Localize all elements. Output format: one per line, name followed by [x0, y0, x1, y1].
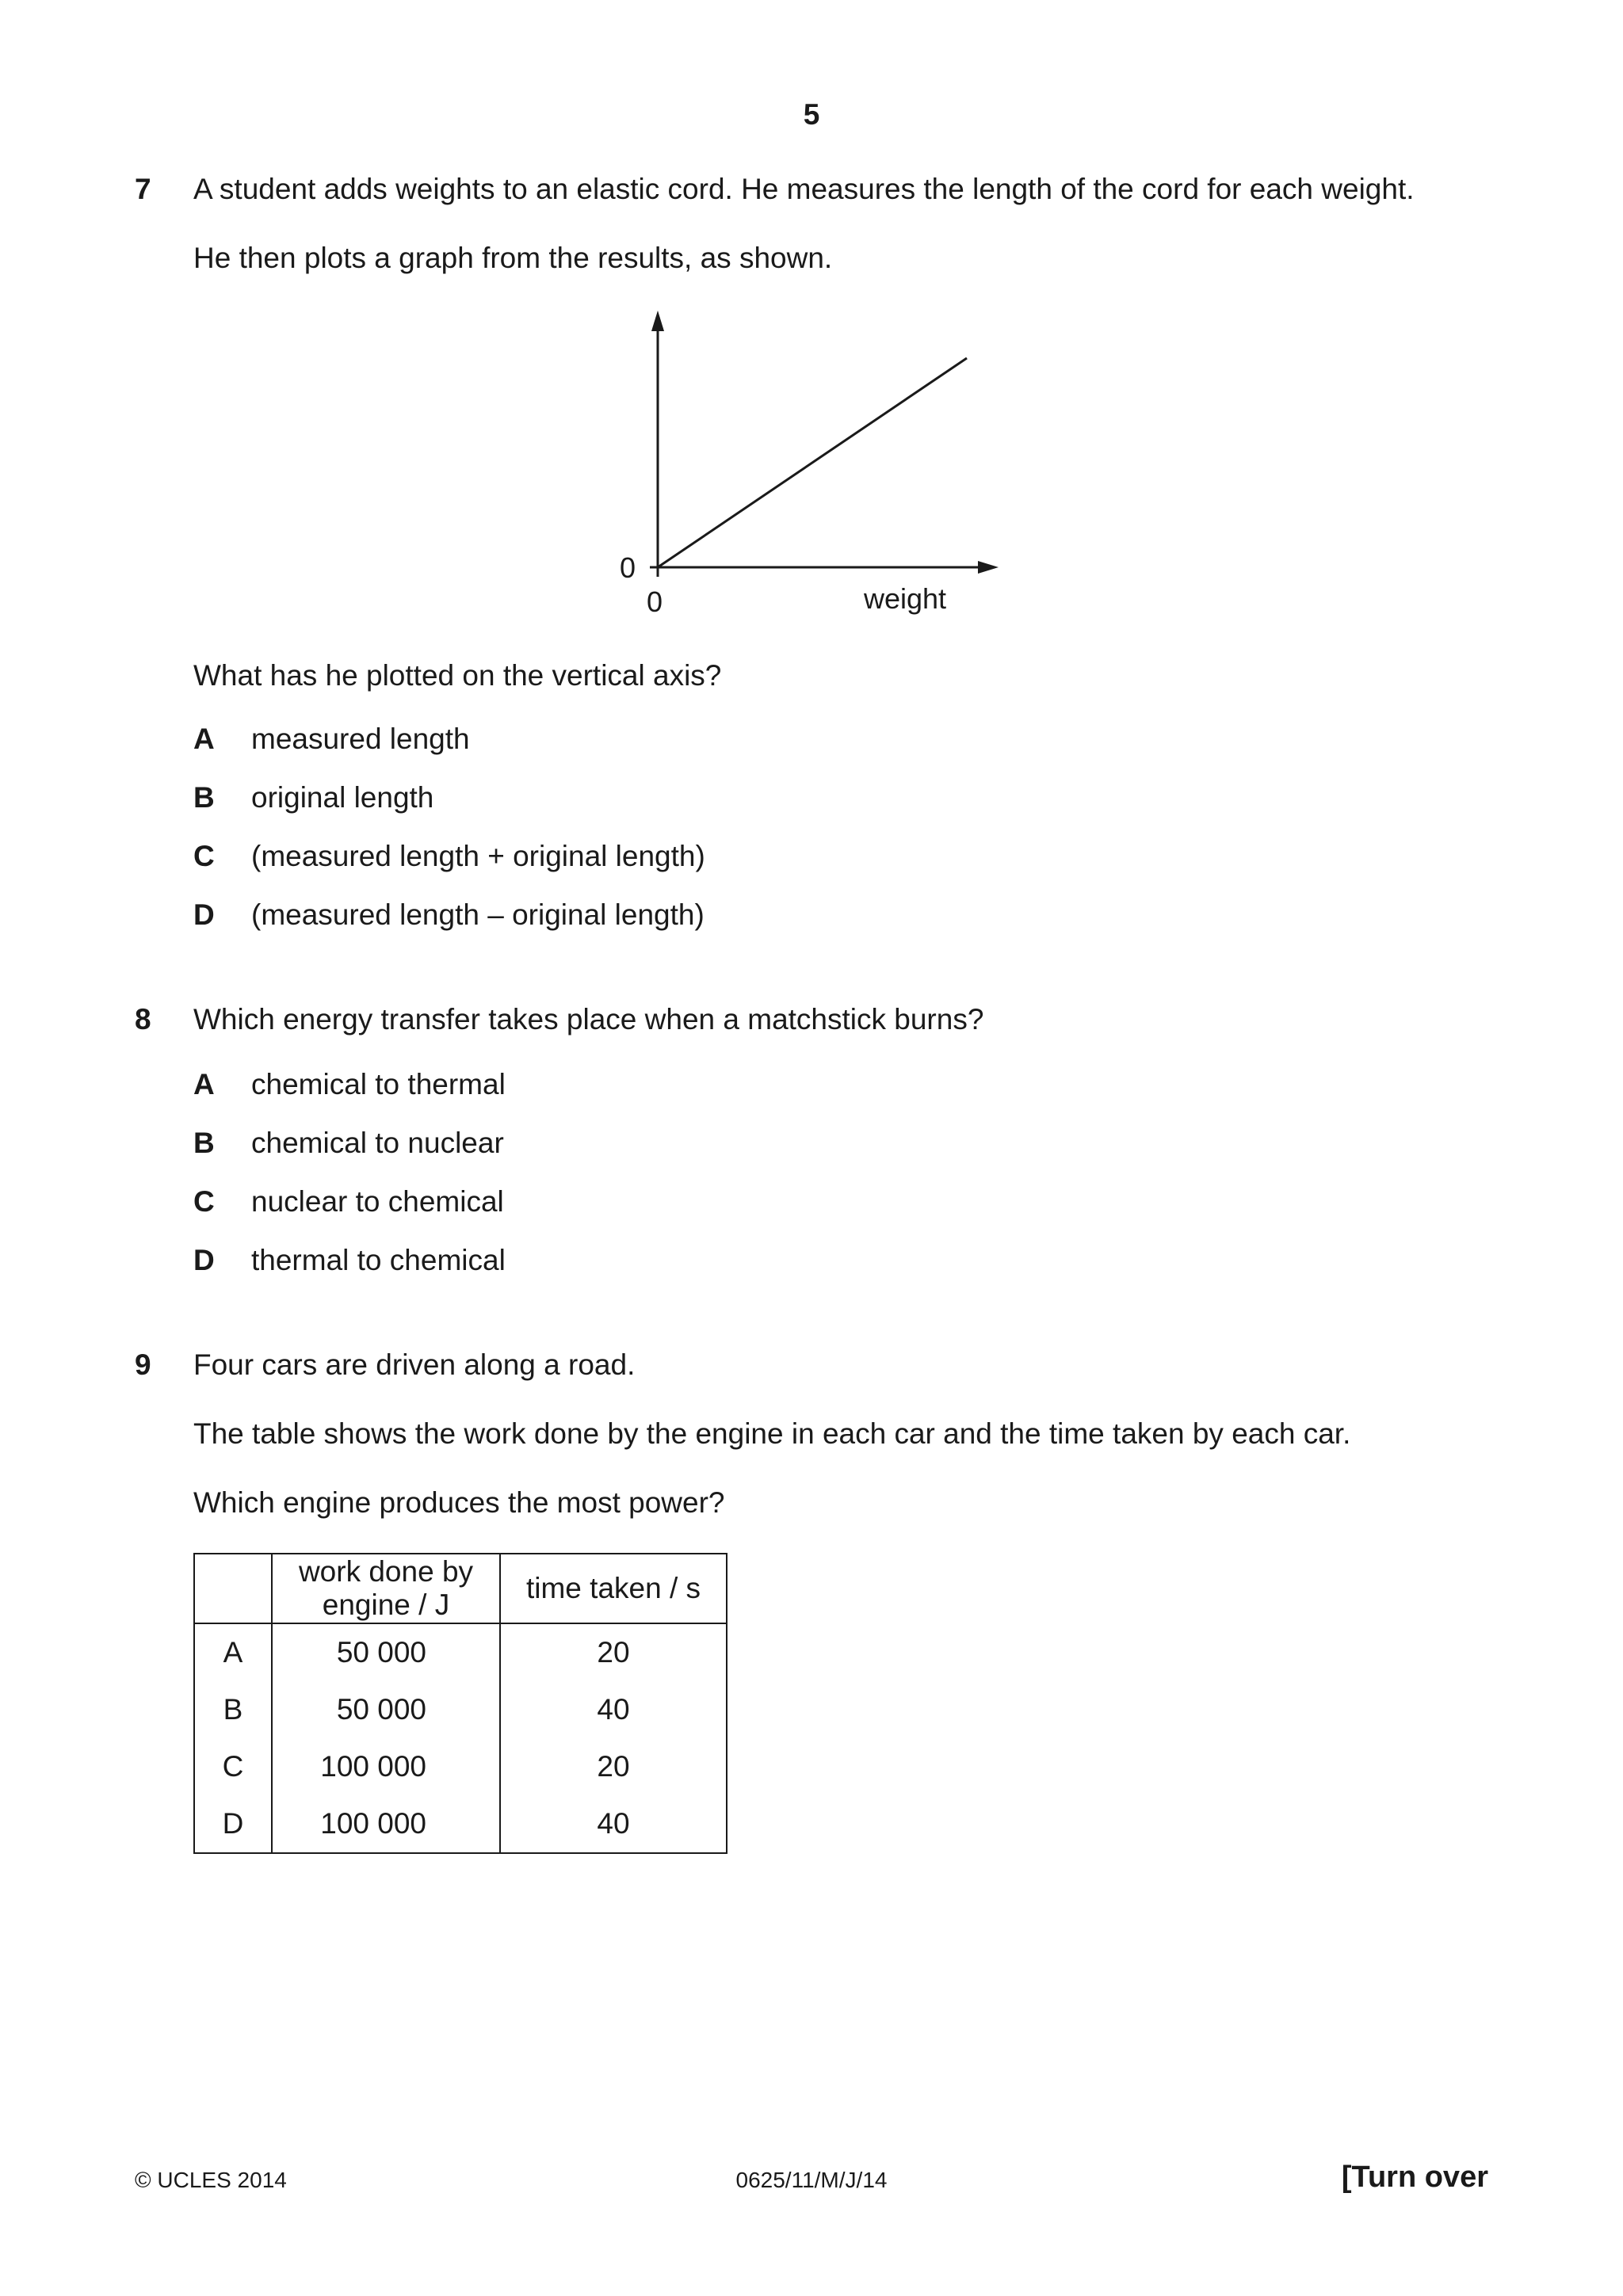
question-9-number: 9: [135, 1348, 151, 1381]
question-9-line1: Four cars are driven along a road.: [193, 1348, 636, 1381]
question-9-prompt: Which engine produces the most power?: [193, 1486, 725, 1519]
y-axis-arrow: [651, 311, 664, 331]
question-7-number: 7: [135, 173, 151, 205]
x-axis-arrow: [978, 561, 999, 574]
footer-paper-code: 0625/11/M/J/14: [735, 2168, 888, 2192]
q8-option-b-text: chemical to nuclear: [251, 1127, 504, 1159]
footer-copyright: © UCLES 2014: [135, 2168, 287, 2192]
table-header-time: time taken / s: [500, 1554, 727, 1623]
table-header-blank: [194, 1554, 272, 1623]
data-line: [658, 358, 967, 567]
question-8-prompt: Which energy transfer takes place when a matchstick burns?: [193, 1003, 984, 1035]
page-number: 5: [803, 98, 820, 131]
question-7-line1: A student adds weights to an elastic cord. He measures the length of the cord for each weight.: [193, 173, 1415, 205]
table-row: [194, 1623, 727, 1681]
row-work: [272, 1623, 500, 1681]
row-letter: C: [194, 1738, 272, 1795]
question-8-number: 8: [135, 1003, 151, 1035]
x-origin-label: 0: [647, 585, 663, 618]
y-origin-label: 0: [620, 551, 636, 584]
table-header-work-line1: work done by: [298, 1555, 474, 1588]
q7-option-d-letter: D: [193, 898, 215, 931]
row-work: [272, 1738, 500, 1795]
row-work-value: 50 000: [336, 1693, 426, 1726]
row-time: 20: [500, 1738, 727, 1795]
q8-option-a-text: chemical to thermal: [251, 1068, 506, 1100]
row-work: [272, 1795, 500, 1853]
q7-option-b-letter: B: [193, 781, 215, 814]
row-time: 40: [500, 1795, 727, 1853]
q7-option-b-text: original length: [251, 781, 434, 814]
table-row: [194, 1681, 727, 1738]
length-weight-graph: [602, 301, 1014, 626]
q7-option-c-letter: C: [193, 840, 215, 872]
row-time: 40: [500, 1681, 727, 1738]
table-row: [194, 1738, 727, 1795]
q7-option-a-text: measured length: [251, 723, 470, 755]
question-7-prompt: What has he plotted on the vertical axis?: [193, 659, 722, 692]
q8-option-d-text: thermal to chemical: [251, 1244, 506, 1276]
row-work: [272, 1681, 500, 1738]
row-work-value: 100 000: [320, 1750, 426, 1783]
q8-option-b-letter: B: [193, 1127, 215, 1159]
question-7-line2: He then plots a graph from the results, as shown.: [193, 242, 833, 274]
row-work-value: 100 000: [320, 1807, 426, 1840]
row-letter: A: [194, 1623, 272, 1681]
q7-option-a-letter: A: [193, 723, 215, 755]
question-9-line2: The table shows the work done by the engine in each car and the time taken by each car.: [193, 1417, 1351, 1450]
work-time-table: [193, 1553, 727, 1854]
x-axis-label: weight: [864, 582, 947, 615]
table-header-work-line2: engine / J: [322, 1589, 450, 1621]
row-letter: D: [194, 1795, 272, 1853]
q7-option-c-text: (measured length + original length): [251, 840, 705, 872]
q8-option-a-letter: A: [193, 1068, 215, 1100]
row-time: 20: [500, 1623, 727, 1681]
row-letter: B: [194, 1681, 272, 1738]
table-row: [194, 1795, 727, 1853]
table-header-work: [272, 1554, 500, 1623]
q8-option-d-letter: D: [193, 1244, 215, 1276]
footer-turn-over: [Turn over: [1341, 2161, 1488, 2194]
q7-option-d-text: (measured length – original length): [251, 898, 705, 931]
q8-option-c-text: nuclear to chemical: [251, 1185, 504, 1218]
row-work-value: 50 000: [336, 1636, 426, 1669]
q8-option-c-letter: C: [193, 1185, 215, 1218]
